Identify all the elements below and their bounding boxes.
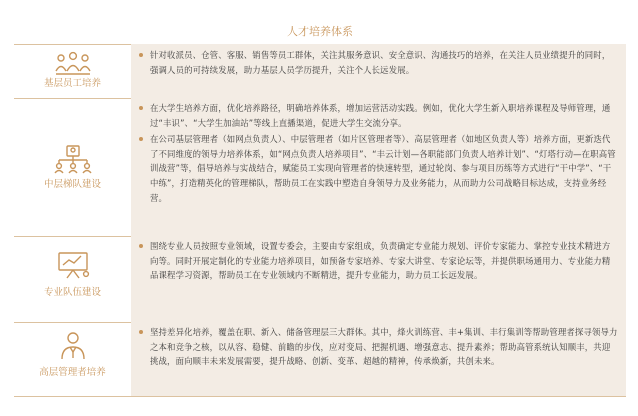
row-label-cell: [14, 236, 131, 322]
row-label-cell: [14, 44, 131, 98]
row-label: 高层管理者培养: [39, 367, 106, 378]
row-grassroots: [14, 44, 626, 99]
row-senior-management: [14, 322, 626, 397]
executive-person-icon: [53, 330, 93, 360]
row-content: [131, 44, 626, 98]
bullet-text: 坚持差异化培养，覆盖在职、新入、储备管理层三大群体。其中，烽火训练营、丰+集训、丰行集训等帮助管理者探寻领导力之本和竞争之核，以从容、稳健、前瞻的步伐，应对变局、把握机遇、增强意志、提升素养；帮助高管系统认知顺丰，共迎挑战，面向顺丰未来发展需要，提升战略、创新、变革、超越的精神，传承焕新，共创未来。: [139, 325, 618, 369]
section-title: 人才培养体系: [287, 25, 353, 38]
bullet-text: 围绕专业人员按照专业领域，设置专委会，主要由专家组成，负责确定专业能力规划、评价专家能力、掌控专业技术精进方向等。同时开展定制化的专业能力培养项目，如预备专家培养、专家大讲堂、专家论坛等，并提供职场通用力、专业能力精品课程学习资源，帮助员工在专业领域内不断精进，提升专业能力，助力员工长远发展。: [139, 239, 618, 283]
bullet-text: 在公司基层管理者（如网点负责人）、中层管理者（如片区管理者等）、高层管理者（如地区负责人等）培养方面，更新迭代了不同维度的领导力培养体系，如“网点负责人培养项目”、“丰云计划—各职能部门负责人培养计划”、“灯塔行动—在职高管训战营”等，倡导培养与实战结合，赋能员工实现向管理者的快速转型，通过轮岗、参与项目历练等方式进行“干中学”、“干中练”，打造精英化的管理梯队，帮助员工在实践中塑造自身领导力及业务能力，从而助力公司战略目标达成，支持业务经营。: [139, 132, 618, 205]
bullet-text: 针对收派员、仓管、客服、销售等员工群体，关注其服务意识、安全意识、沟通技巧的培养，在关注人员业绩提升的同时，强调人员的可持续发展，助力基层人员学历提升，关注个人长远发展。: [139, 48, 618, 77]
row-label: 专业队伍建设: [43, 287, 101, 298]
hierarchy-people-icon: [53, 144, 93, 174]
row-middle-management: [14, 98, 626, 237]
row-professional-team: [14, 236, 626, 323]
row-content: [131, 236, 626, 322]
presentation-board-icon: [53, 250, 93, 280]
row-content: [131, 98, 626, 236]
row-label: 中层梯队建设: [43, 179, 101, 190]
row-label: 基层员工培养: [43, 78, 101, 89]
section-header: [14, 18, 626, 45]
row-content: [131, 322, 626, 396]
row-label-cell: [14, 98, 131, 236]
row-label-cell: [14, 322, 131, 396]
bullet-text: 在大学生培养方面，优化培养路径，明确培养体系，增加运营活动实践。例如，优化大学生新入职培养课程及导师管理，通过“丰识”、“大学生加油站”等线上直播渠道，促进大学生交流分享。: [139, 101, 618, 130]
